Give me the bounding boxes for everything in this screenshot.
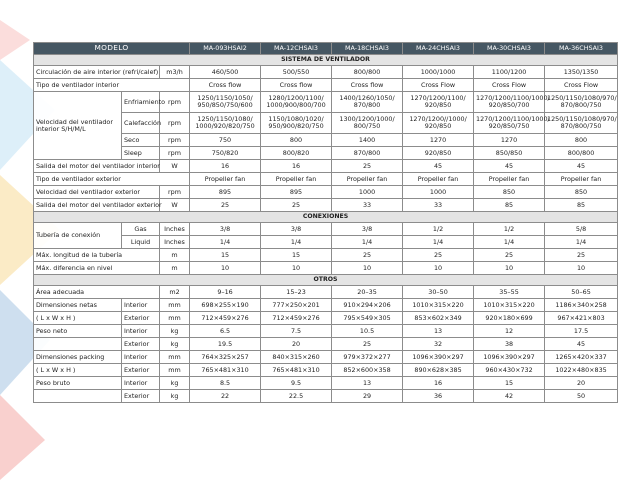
value: 500/550 — [261, 66, 332, 79]
sub-label: Exterior — [122, 312, 160, 325]
value: 16 — [403, 377, 474, 390]
row-net-dims-interior — [34, 299, 618, 312]
value: 10 — [474, 262, 545, 275]
row-label-net-dims: Dimensiones netas — [34, 299, 122, 312]
value: 3/8 — [332, 223, 403, 236]
decor-shape-red-top — [0, 20, 30, 60]
value: 10 — [190, 262, 261, 275]
value: 800/800 — [332, 66, 403, 79]
model-2: MA-12CHSAI3 — [261, 43, 332, 55]
value: 1250/1150/1050/ 950/850/750/600 — [190, 92, 261, 113]
row-label: Máx. diferencia en nivel — [34, 262, 160, 275]
row-label-pipe: Tubería de conexión — [34, 223, 122, 249]
row-outdoor-motor — [34, 199, 618, 212]
row-label-gross-weight: Peso bruto — [34, 377, 122, 390]
value: 42 — [474, 390, 545, 403]
row-label: Circulación de aire interior (refri/calef) — [34, 66, 160, 79]
value: 979×372×277 — [332, 351, 403, 364]
value: 1000 — [332, 186, 403, 199]
value: 960×430×732 — [474, 364, 545, 377]
unit: Inches — [160, 223, 190, 236]
sub-label: Interior — [122, 325, 160, 338]
value: 764×325×257 — [190, 351, 261, 364]
value: 460/500 — [190, 66, 261, 79]
model-header: MODELO — [34, 43, 190, 55]
value: 1250/1150/1080/970/ 870/800/750 — [545, 92, 618, 113]
value: Propeller fan — [474, 173, 545, 186]
empty-cell — [34, 390, 122, 403]
value: 22.5 — [261, 390, 332, 403]
value: Cross flow — [261, 79, 332, 92]
value: 1/4 — [403, 236, 474, 249]
unit: kg — [160, 338, 190, 351]
value: 15–23 — [261, 286, 332, 299]
spec-sheet — [33, 42, 617, 403]
unit: rpm — [160, 92, 190, 113]
value: 800 — [545, 134, 618, 147]
model-4: MA-24CHSAI3 — [403, 43, 474, 55]
value: 1350/1350 — [545, 66, 618, 79]
unit: mm — [160, 364, 190, 377]
value: 9.5 — [261, 377, 332, 390]
unit: kg — [160, 377, 190, 390]
value: 25 — [403, 249, 474, 262]
row-label: Tipo de ventilador interior — [34, 79, 190, 92]
value: 10 — [261, 262, 332, 275]
value: 1010×315×220 — [403, 299, 474, 312]
row-area — [34, 286, 618, 299]
sub-label: Seco — [122, 134, 160, 147]
unit: rpm — [160, 186, 190, 199]
value: 850 — [545, 186, 618, 199]
value: Cross flow — [332, 79, 403, 92]
value: 20–35 — [332, 286, 403, 299]
value: 1270/1200//1000/ 920/850 — [403, 113, 474, 134]
value: 1010×315×220 — [474, 299, 545, 312]
section-others: OTROS — [34, 275, 618, 286]
value: 3/8 — [261, 223, 332, 236]
sub-label: Interior — [122, 299, 160, 312]
row-net-dims-exterior — [34, 312, 618, 325]
value: 5/8 — [545, 223, 618, 236]
value: 750/820 — [190, 147, 261, 160]
value: 895 — [261, 186, 332, 199]
value: 840×315×260 — [261, 351, 332, 364]
unit: mm — [160, 299, 190, 312]
section-row — [34, 55, 618, 66]
value: 9–16 — [190, 286, 261, 299]
value: 85 — [545, 199, 618, 212]
value: Cross Flow — [474, 79, 545, 92]
value: 1096×390×297 — [474, 351, 545, 364]
row-gross-weight-interior — [34, 377, 618, 390]
row-label: Velocidad del ventilador exterior — [34, 186, 160, 199]
value: 15 — [474, 377, 545, 390]
value: 870/800 — [332, 147, 403, 160]
value: 15 — [261, 249, 332, 262]
model-3: MA-18CHSAI3 — [332, 43, 403, 55]
sub-label: Exterior — [122, 364, 160, 377]
value: 30–50 — [403, 286, 474, 299]
value: 25 — [332, 249, 403, 262]
unit: kg — [160, 390, 190, 403]
value: 750 — [190, 134, 261, 147]
value: 45 — [403, 160, 474, 173]
value: 1250/1150/1080/ 1000/920/820/750 — [190, 113, 261, 134]
unit: W — [160, 199, 190, 212]
row-outdoor-speed — [34, 186, 618, 199]
value: Cross Flow — [403, 79, 474, 92]
value: 10 — [403, 262, 474, 275]
row-pipe-liquid — [34, 236, 618, 249]
row-indoor-fan-type — [34, 79, 618, 92]
value: 38 — [474, 338, 545, 351]
unit: m — [160, 262, 190, 275]
value: 698×255×190 — [190, 299, 261, 312]
value: 6.5 — [190, 325, 261, 338]
row-net-weight-interior — [34, 325, 618, 338]
value: 25 — [332, 160, 403, 173]
unit: m2 — [160, 286, 190, 299]
value: Propeller fan — [545, 173, 618, 186]
value: 50 — [545, 390, 618, 403]
value: 10 — [545, 262, 618, 275]
value: 45 — [545, 160, 618, 173]
sub-label: Gas — [122, 223, 160, 236]
value: 1265×420×337 — [545, 351, 618, 364]
section-connections: CONEXIONES — [34, 212, 618, 223]
value: 25 — [261, 199, 332, 212]
unit: rpm — [160, 113, 190, 134]
value: 8.5 — [190, 377, 261, 390]
value: 1270 — [474, 134, 545, 147]
value: Propeller fan — [403, 173, 474, 186]
value: 1250/1150/1080/970/ 870/800/750 — [545, 113, 618, 134]
value: 712×459×276 — [261, 312, 332, 325]
value: 25 — [545, 249, 618, 262]
value: 20 — [545, 377, 618, 390]
value: 1/4 — [474, 236, 545, 249]
value: 13 — [332, 377, 403, 390]
value: 777×250×201 — [261, 299, 332, 312]
value: 35–55 — [474, 286, 545, 299]
value: 22 — [190, 390, 261, 403]
sub-label: Enfriamiento — [122, 92, 160, 113]
row-outdoor-fan-type — [34, 173, 618, 186]
row-max-level — [34, 262, 618, 275]
model-5: MA-30CHSAI3 — [474, 43, 545, 55]
value: 850 — [474, 186, 545, 199]
sub-label: Calefacción — [122, 113, 160, 134]
value: 1150/1080/1020/ 950/900/820/750 — [261, 113, 332, 134]
row-label-lwh: ( L x W x H ) — [34, 312, 122, 325]
row-max-length — [34, 249, 618, 262]
section-row — [34, 212, 618, 223]
row-label: Área adecuada — [34, 286, 160, 299]
value: 1/4 — [332, 236, 403, 249]
row-label: Salida del motor del ventilador exterior — [34, 199, 160, 212]
value: 45 — [474, 160, 545, 173]
value: 800/800 — [545, 147, 618, 160]
value: 765×481×310 — [261, 364, 332, 377]
sub-label: Interior — [122, 351, 160, 364]
value: 1/4 — [261, 236, 332, 249]
value: 1270 — [403, 134, 474, 147]
value: 1000 — [403, 186, 474, 199]
value: 13 — [403, 325, 474, 338]
value: 25 — [332, 338, 403, 351]
value: Cross Flow — [545, 79, 618, 92]
value: 852×600×358 — [332, 364, 403, 377]
value: 890×628×385 — [403, 364, 474, 377]
model-1: MA-09ЗHSAI2 — [190, 43, 261, 55]
value: 1000/1000 — [403, 66, 474, 79]
sub-label: Exterior — [122, 338, 160, 351]
value: 1096×390×297 — [403, 351, 474, 364]
value: 1270/1200/1100/1000/ 920/850/700 — [474, 92, 545, 113]
value: 50–65 — [545, 286, 618, 299]
row-indoor-motor — [34, 160, 618, 173]
value: Propeller fan — [332, 173, 403, 186]
value: 36 — [403, 390, 474, 403]
value: 1100/1200 — [474, 66, 545, 79]
value: 712×459×276 — [190, 312, 261, 325]
value: 795×549×305 — [332, 312, 403, 325]
value: 19.5 — [190, 338, 261, 351]
sub-label: Liquid — [122, 236, 160, 249]
unit: mm — [160, 351, 190, 364]
row-speed-cooling — [34, 92, 618, 113]
row-label-lwh: ( L x W x H ) — [34, 364, 122, 377]
value: 850/850 — [474, 147, 545, 160]
value: 15 — [190, 249, 261, 262]
value: 920/850 — [403, 147, 474, 160]
value: 20 — [261, 338, 332, 351]
row-pack-dims-exterior — [34, 364, 618, 377]
unit: rpm — [160, 147, 190, 160]
value: 32 — [403, 338, 474, 351]
value: 1400/1260/1050/ 870/800 — [332, 92, 403, 113]
value: 1270/1200/1100/ 920/850 — [403, 92, 474, 113]
decor-shape-red — [0, 395, 45, 480]
header-row — [34, 43, 618, 55]
row-speed-heating — [34, 113, 618, 134]
value: 895 — [190, 186, 261, 199]
value: 1186×340×258 — [545, 299, 618, 312]
row-label-net-weight: Peso neto — [34, 325, 122, 338]
value: 1270/1200/1100/1000/ 920/850/750 — [474, 113, 545, 134]
value: 10.5 — [332, 325, 403, 338]
row-gross-weight-exterior — [34, 390, 618, 403]
value: 25 — [474, 249, 545, 262]
value: 16 — [190, 160, 261, 173]
unit: m — [160, 249, 190, 262]
value: 765×481×310 — [190, 364, 261, 377]
value: 800 — [261, 134, 332, 147]
value: 1022×480×835 — [545, 364, 618, 377]
row-air-circulation — [34, 66, 618, 79]
row-label: Máx. longitud de la tubería — [34, 249, 160, 262]
value: Propeller fan — [261, 173, 332, 186]
unit: mm — [160, 312, 190, 325]
unit: rpm — [160, 134, 190, 147]
sub-label: Interior — [122, 377, 160, 390]
row-speed-dry — [34, 134, 618, 147]
value: 967×421×803 — [545, 312, 618, 325]
row-label: Salida del motor del ventilador interior — [34, 160, 160, 173]
value: 33 — [332, 199, 403, 212]
unit: m3/h — [160, 66, 190, 79]
unit: kg — [160, 325, 190, 338]
value: 853×602×349 — [403, 312, 474, 325]
row-label-pack-dims: Dimensiones packing — [34, 351, 122, 364]
empty-cell — [34, 338, 122, 351]
value: Cross flow — [190, 79, 261, 92]
spec-table — [33, 42, 618, 403]
section-fan-system: SISTEMA DE VENTILADOR — [34, 55, 618, 66]
value: 1/2 — [403, 223, 474, 236]
row-pipe-gas — [34, 223, 618, 236]
value: 85 — [474, 199, 545, 212]
row-net-weight-exterior — [34, 338, 618, 351]
value: Propeller fan — [190, 173, 261, 186]
value: 3/8 — [190, 223, 261, 236]
sub-label: Sleep — [122, 147, 160, 160]
section-row — [34, 275, 618, 286]
value: 33 — [403, 199, 474, 212]
value: 17.5 — [545, 325, 618, 338]
value: 7.5 — [261, 325, 332, 338]
value: 12 — [474, 325, 545, 338]
value: 25 — [190, 199, 261, 212]
value: 1400 — [332, 134, 403, 147]
value: 10 — [332, 262, 403, 275]
value: 1300/1200/1000/ 800/750 — [332, 113, 403, 134]
value: 800/820 — [261, 147, 332, 160]
value: 29 — [332, 390, 403, 403]
row-speed-sleep — [34, 147, 618, 160]
unit: W — [160, 160, 190, 173]
value: 1/4 — [190, 236, 261, 249]
row-label: Tipo de ventilador exterior — [34, 173, 190, 186]
value: 920×180×699 — [474, 312, 545, 325]
row-pack-dims-interior — [34, 351, 618, 364]
model-6: MA-36CHSAI3 — [545, 43, 618, 55]
value: 910×294×206 — [332, 299, 403, 312]
sub-label: Exterior — [122, 390, 160, 403]
value: 1/4 — [545, 236, 618, 249]
value: 1280/1200/1100/ 1000/900/800/700 — [261, 92, 332, 113]
unit: Inches — [160, 236, 190, 249]
value: 16 — [261, 160, 332, 173]
value: 45 — [545, 338, 618, 351]
value: 1/2 — [474, 223, 545, 236]
row-label-indoor-speed: Velocidad del ventilador interior S/H/M/L — [34, 92, 122, 160]
